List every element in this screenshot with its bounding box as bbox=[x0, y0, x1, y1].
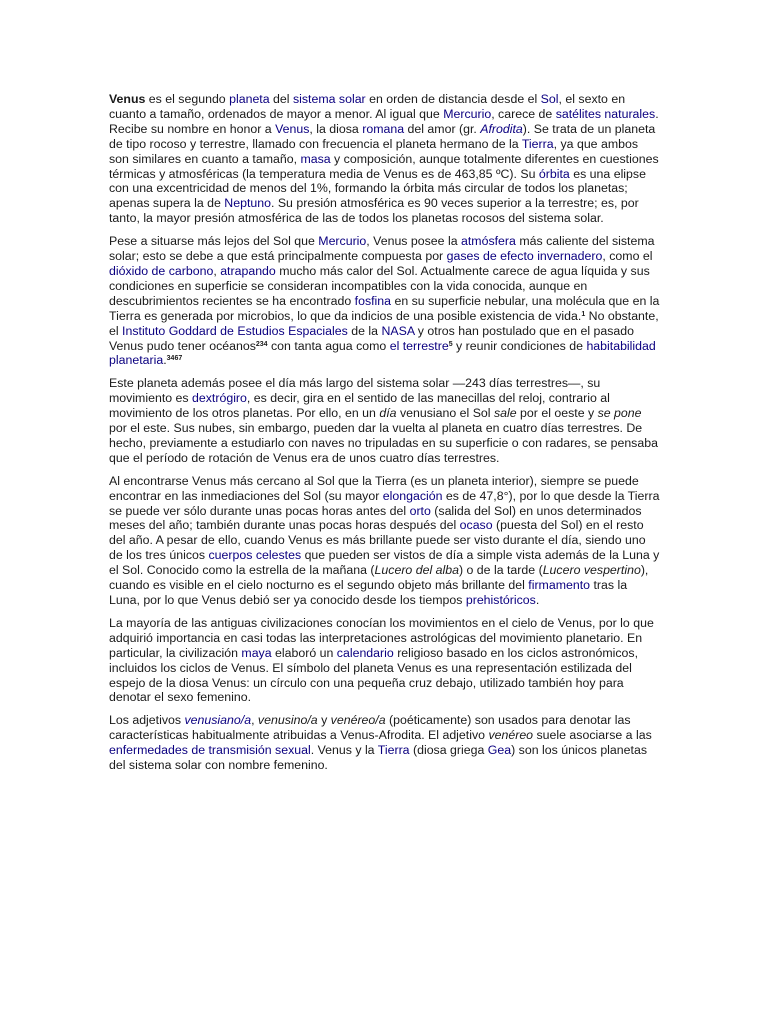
text-run: con tanta agua como bbox=[267, 338, 390, 353]
text-run: . Su presión atmosférica es 90 veces superior a la terrestre; es, por tanto, la mayor presión atmosférica de las de todos los planetas rocosos del sistema solar. bbox=[109, 196, 639, 226]
wiki-link[interactable]: planeta bbox=[229, 92, 270, 106]
text-run: , la diosa bbox=[309, 121, 363, 136]
wiki-link[interactable]: Instituto Goddard de Estudios Espaciales bbox=[122, 323, 348, 338]
wiki-link[interactable]: Gea bbox=[487, 743, 512, 758]
text-run: venusiano el Sol bbox=[396, 406, 494, 421]
reference-mark[interactable]: 1 bbox=[581, 310, 586, 318]
text-run: por el oeste y bbox=[516, 406, 598, 421]
text-run: y composición, aunque totalmente diferentes en cuestiones térmicas y atmosféricas (la temperatura media de Venus es de 463,85 ºC). Su bbox=[109, 151, 659, 181]
reference-mark[interactable]: 234 bbox=[255, 340, 268, 348]
text-run: . bbox=[535, 593, 540, 607]
text-run: La mayoría de las antiguas civilizaciones conocían los movimientos en el cielo de Venus, por lo que adquirió importancia en casi todas las interpretaciones astrológicas del movimiento planetario. En particular, la civilización bbox=[109, 615, 654, 660]
reference-mark[interactable]: 5 bbox=[448, 340, 453, 348]
wiki-link[interactable]: maya bbox=[241, 645, 272, 660]
emphasis-text: venéreo bbox=[488, 728, 534, 743]
emphasis-text: Lucero vespertino bbox=[542, 563, 641, 578]
text-run: (poéticamente) son usados para denotar las características habitualmente atribuidas a Venus-Afrodita. El adjetivo bbox=[109, 713, 631, 743]
paragraph-3 bbox=[109, 376, 661, 465]
wiki-link[interactable]: Neptuno bbox=[224, 196, 271, 211]
text-run: por el este. Sus nubes, sin embargo, pueden dar la vuelta al planeta en cuatro días terrestres. De hecho, previamente a estudiarlo con naves no tripuladas en su superficie o con radares, se pensaba que el período de rotación de Venus era de unos cuatro días terrestres. bbox=[109, 421, 658, 465]
text-run: , ya que ambos son similares en cuanto a tamaño, bbox=[109, 136, 639, 166]
text-run: y otros han postulado que en el pasado Venus pudo tener océanos bbox=[109, 323, 634, 353]
text-run: , como el bbox=[602, 249, 653, 264]
emphasis-text: venusino/a bbox=[257, 713, 318, 728]
text-run: . bbox=[163, 353, 167, 368]
wiki-link[interactable]: ocaso bbox=[459, 518, 493, 533]
text-run: religioso basado en los ciclos astronómicos, incluidos los ciclos de Venus. El símbolo del planeta Venus es una representación estilizada del espejo de la diosa Venus: un círculo con una pequeña cruz debajo, utilizado también hoy para denotar el sexo femenino. bbox=[109, 645, 639, 705]
text-run: del bbox=[269, 92, 293, 106]
text-run: en su superficie nebular, una molécula que en la Tierra es generada por microbios, lo que da indicios de una posible existencia de vida. bbox=[109, 293, 660, 323]
text-run: mucho más calor del Sol. Actualmente carece de agua líquida y sus condiciones en superficie se consideran incompatibles con la vida conocida, aunque en descubrimientos recientes se ha encontrado bbox=[109, 263, 650, 308]
text-run: Este planeta además posee el día más largo del sistema solar —243 días terrestres—, su movimiento es bbox=[109, 376, 601, 406]
text-run: No obstante, el bbox=[109, 308, 659, 338]
text-run: suele asociarse a las bbox=[533, 728, 652, 743]
text-run: (puesta del Sol) en el resto del año. A pesar de ello, cuando Venus es más brillante puede ser visto durante el día, siendo uno de los tres únicos bbox=[109, 518, 646, 563]
wiki-link[interactable]: atmósfera bbox=[461, 234, 516, 249]
text-run: de la bbox=[347, 323, 382, 338]
text-run: . Recibe su nombre en honor a bbox=[109, 106, 659, 136]
wiki-link[interactable]: Sol bbox=[540, 92, 559, 106]
wiki-link[interactable]: Venus bbox=[275, 121, 310, 136]
paragraph-2 bbox=[109, 234, 661, 368]
text-run: tras la Luna, por lo que Venus debió ser ya conocido desde los tiempos bbox=[109, 578, 628, 607]
text-run: es de 47,8°), por lo que desde la Tierra se puede ver sólo durante unas pocas horas antes del bbox=[109, 488, 660, 518]
text-run: , el sexto en cuanto a tamaño, ordenados de mayor a menor. Al igual que bbox=[109, 92, 626, 121]
wiki-link[interactable]: gases de efecto invernadero bbox=[446, 249, 603, 264]
wiki-link[interactable]: Tierra bbox=[377, 743, 410, 758]
wiki-link[interactable]: Mercurio bbox=[443, 106, 492, 121]
wiki-link[interactable]: sistema solar bbox=[292, 92, 366, 106]
wiki-link[interactable]: habitabilidad planetaria bbox=[109, 338, 656, 368]
text-run: es una elipse con una excentricidad de menos del 1%, formando la órbita más circular de todos los planetas; apenas supera la de bbox=[109, 166, 646, 211]
wiki-link[interactable]: calendario bbox=[336, 645, 394, 660]
text-run: (diosa griega bbox=[409, 743, 488, 758]
text-run: y bbox=[317, 713, 331, 728]
text-run: ) son los únicos planetas del sistema solar con nombre femenino. bbox=[109, 743, 647, 773]
paragraph-1 bbox=[109, 92, 661, 226]
text-run: elaboró un bbox=[271, 645, 337, 660]
wiki-link[interactable]: orto bbox=[409, 503, 431, 518]
wiki-link[interactable]: venusiano/a bbox=[184, 713, 252, 728]
text-run: ). Se trata de un planeta de tipo rocoso y terrestre, llamado con frecuencia el planeta hermano de la bbox=[109, 121, 656, 151]
text-run: , Venus posee la bbox=[366, 234, 462, 249]
text-run: y reunir condiciones de bbox=[452, 338, 587, 353]
wiki-link[interactable]: masa bbox=[300, 151, 331, 166]
text-run: Al encontrarse Venus más cercano al Sol que la Tierra (es un planeta interior), siempre se puede encontrar en las inmediaciones del Sol (su mayor bbox=[109, 473, 639, 503]
text-run: más caliente del sistema solar; esto se debe a que está principalmente compuesta por bbox=[109, 234, 655, 264]
wiki-link[interactable]: satélites naturales bbox=[555, 106, 656, 121]
wiki-link[interactable]: enfermedades de transmisión sexual bbox=[109, 743, 311, 758]
text-run: , es decir, gira en el sentido de las manecillas del reloj, contrario al movimiento de los otros planetas. Por ello, en un bbox=[109, 391, 610, 421]
text-run: , bbox=[251, 713, 258, 728]
text-run: Los adjetivos bbox=[109, 713, 185, 728]
text-run: del amor (gr. bbox=[404, 121, 481, 136]
wiki-link[interactable]: Mercurio bbox=[318, 234, 367, 249]
article-body bbox=[109, 92, 661, 781]
text-run: , carece de bbox=[491, 106, 556, 121]
emphasis-text: se pone bbox=[597, 406, 642, 421]
article-subject: Venus bbox=[109, 92, 146, 106]
text-run: que pueden ser vistos de día a simple vista además de la Luna y el Sol. Conocido como la estrella de la mañana ( bbox=[109, 548, 660, 578]
wiki-link[interactable]: elongación bbox=[382, 488, 443, 503]
paragraph-5 bbox=[109, 616, 661, 705]
wiki-link[interactable]: prehistóricos bbox=[465, 593, 536, 607]
wiki-link[interactable]: órbita bbox=[538, 166, 570, 181]
wiki-link[interactable]: romana bbox=[362, 121, 405, 136]
text-run: ) o de la tarde ( bbox=[458, 563, 543, 578]
wiki-link[interactable]: cuerpos celestes bbox=[208, 548, 302, 563]
text-run: ), cuando es visible en el cielo nocturno es el segundo objeto más brillante del bbox=[109, 563, 649, 593]
wiki-link[interactable]: Tierra bbox=[521, 136, 554, 151]
wiki-link[interactable]: dióxido de carbono bbox=[109, 263, 214, 278]
emphasis-text: Lucero del alba bbox=[374, 563, 459, 578]
text-run: . Venus y la bbox=[310, 743, 378, 758]
text-run: en orden de distancia desde el bbox=[365, 92, 541, 106]
wiki-link[interactable]: el terrestre bbox=[389, 338, 449, 353]
paragraph-4 bbox=[109, 474, 661, 608]
paragraph-6 bbox=[109, 713, 661, 773]
emphasis-text: venéreo/a bbox=[330, 713, 386, 728]
text-run: (salida del Sol) en unos determinados meses del año; también durante unas pocas horas después del bbox=[109, 503, 642, 533]
wiki-link[interactable]: NASA bbox=[381, 323, 415, 338]
text-run: Pese a situarse más lejos del Sol que bbox=[109, 234, 319, 249]
wiki-link[interactable]: dextrógiro bbox=[192, 391, 247, 406]
emphasis-text: sale bbox=[493, 406, 517, 421]
wiki-link[interactable]: fosfina bbox=[354, 293, 392, 308]
wiki-link[interactable]: atrapando bbox=[220, 263, 276, 278]
emphasis-text: día bbox=[379, 406, 397, 421]
wiki-link[interactable]: firmamento bbox=[528, 578, 591, 593]
reference-mark[interactable]: 3467 bbox=[166, 355, 183, 363]
text-run: es el segundo bbox=[145, 92, 230, 106]
wiki-link[interactable]: Afrodita bbox=[480, 121, 523, 136]
text-run: , bbox=[213, 263, 221, 278]
